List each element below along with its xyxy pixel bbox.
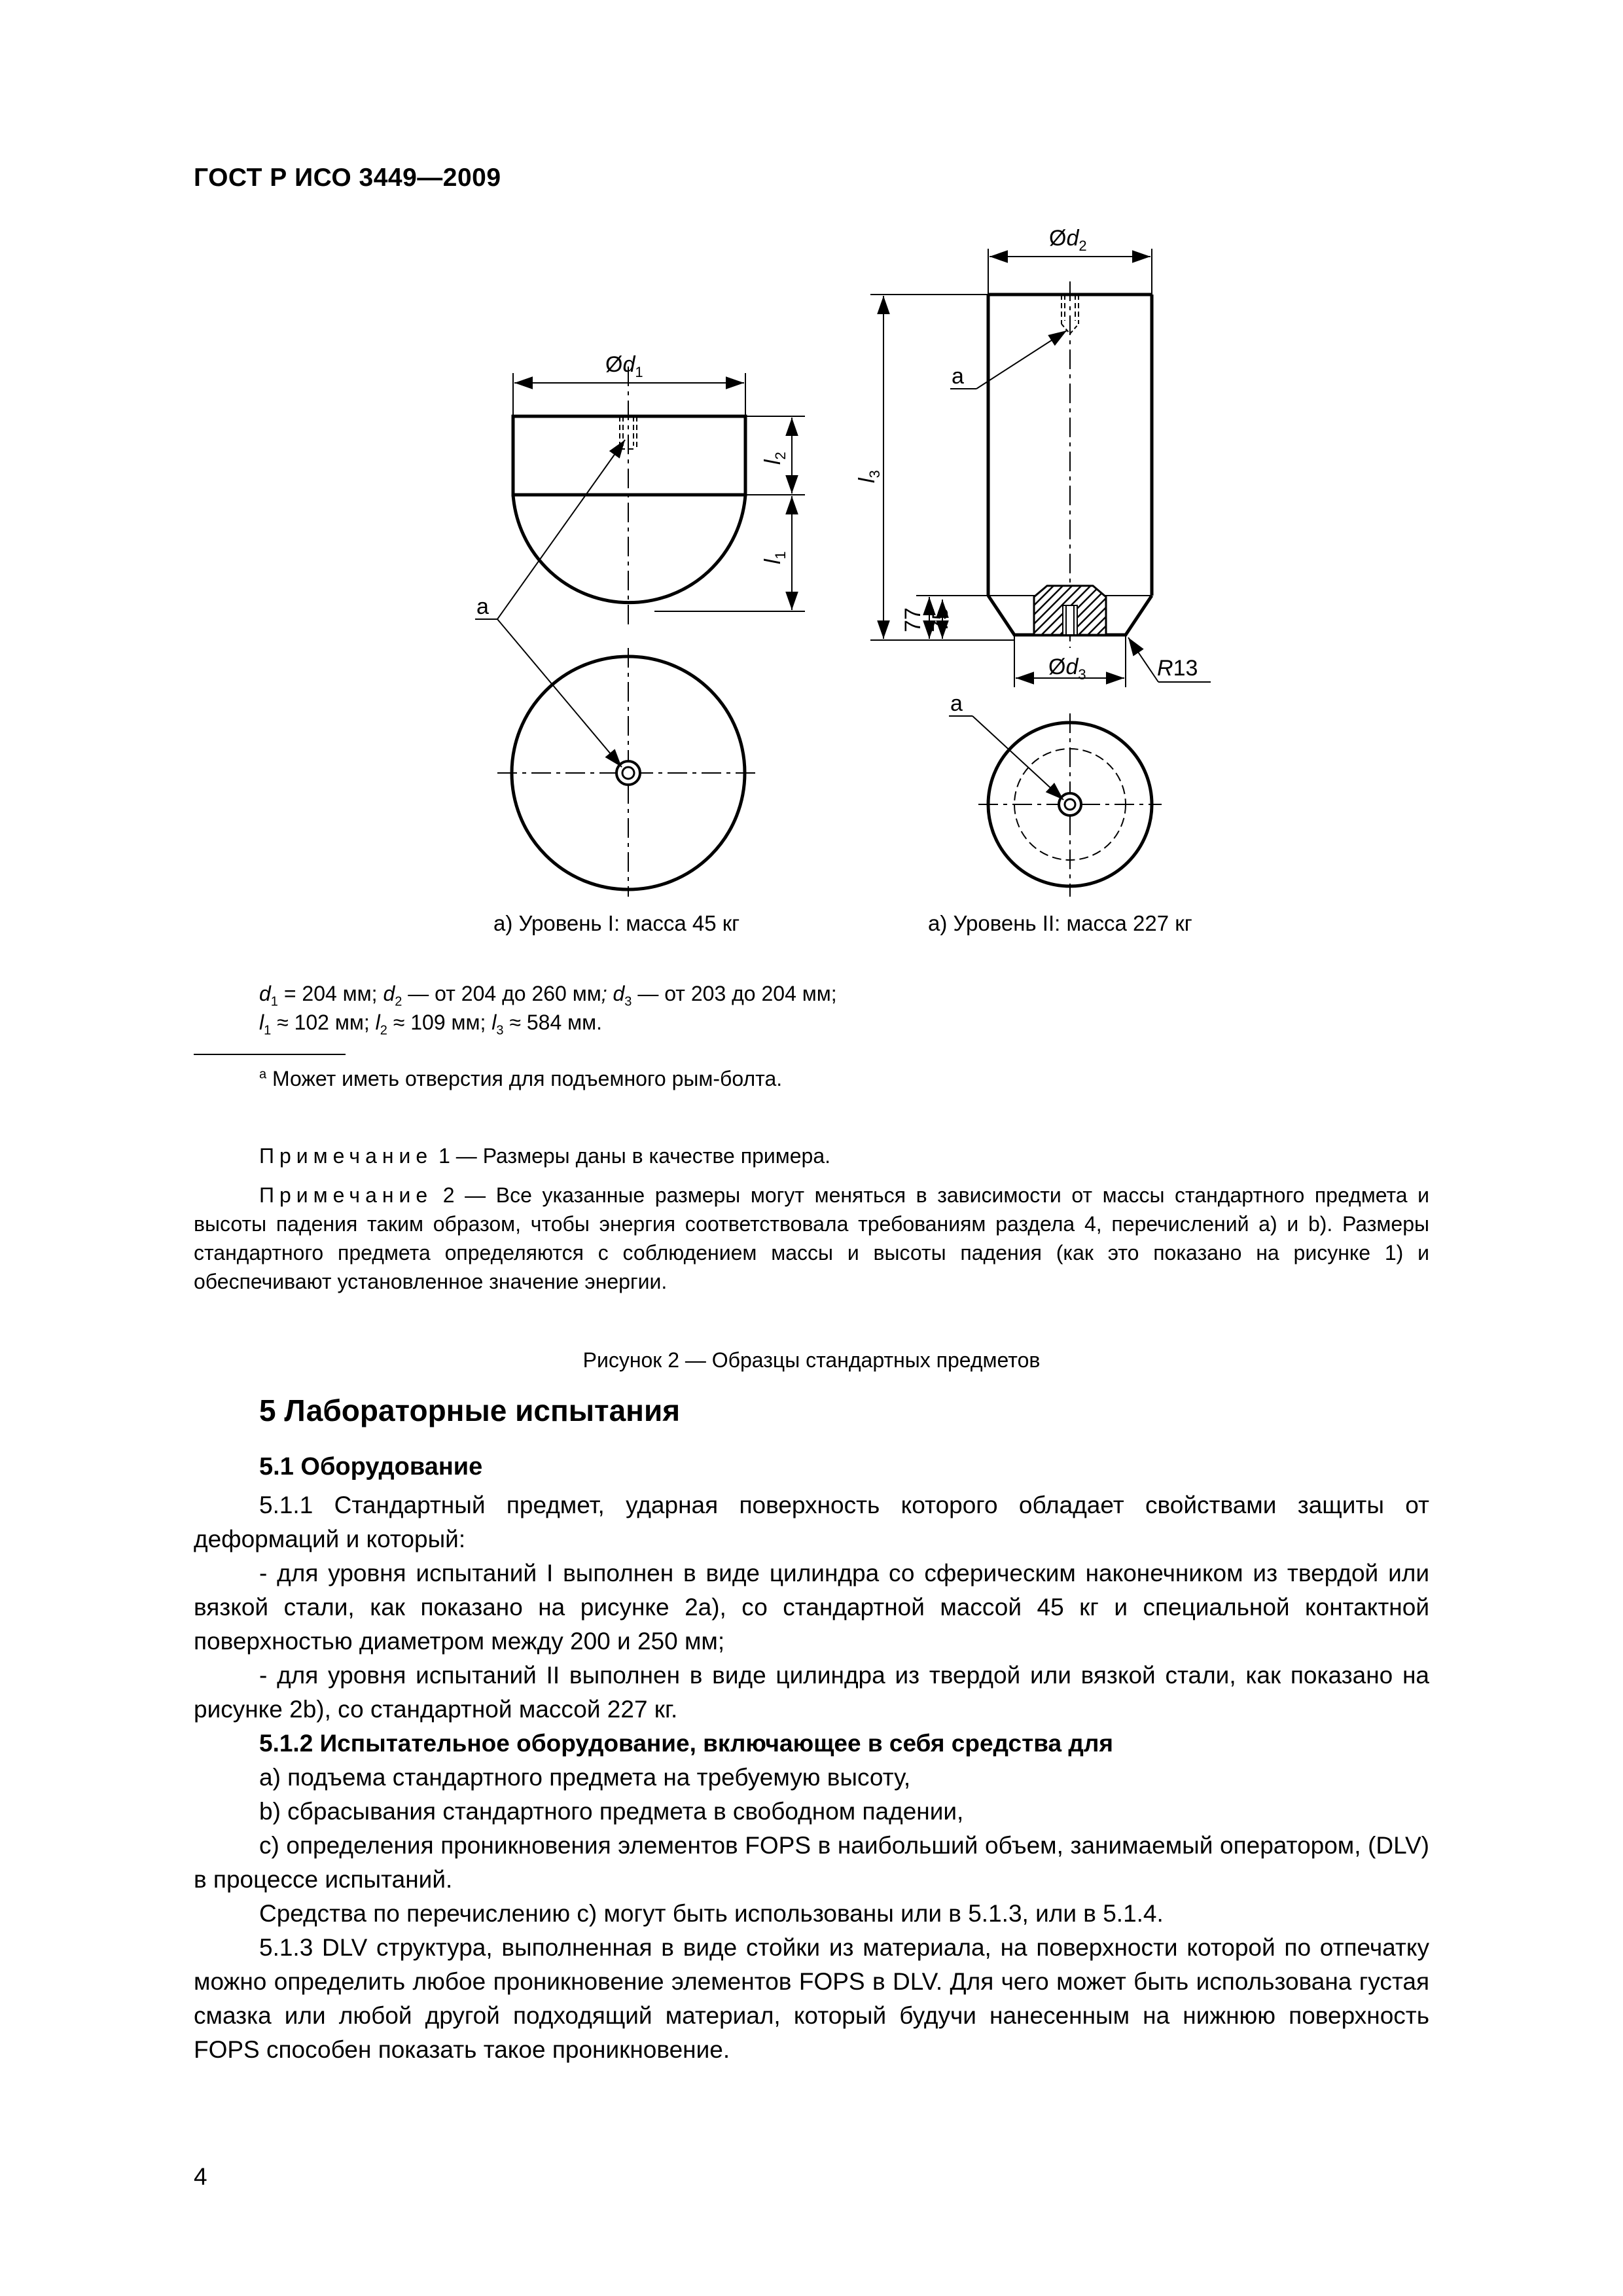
page-number: 4 [194, 2163, 207, 2190]
level-2-caption: а) Уровень II: масса 227 кг [928, 911, 1192, 935]
dimension-d3-label: $Ød_3$ [1048, 655, 1086, 683]
dimension-d2-label: $Ød_2$ [1049, 226, 1087, 254]
dimension-legend-line1: $d_1 = 204$ мм; $d_2$ — от 204 до 260 мм; $d_3$ — от 203 до 204 мм; [259, 982, 837, 1009]
dimension-75-label: 75 [928, 607, 953, 632]
paragraph-5-1-3: 5.1.3 DLV структура, выполненная в виде стойки из материала, на поверхности которой по отпечатку можно определить любое проникновение элементов FOPS в DLV. Для чего может быть использована густая смазка или любой другой подходящий материал, который будучи нанесенным на нижнюю поверхность FOPS способен показать такое проникновение. [194, 1934, 1429, 2063]
level-2-callout-a-bottom: a [950, 691, 963, 716]
figure-caption: Рисунок 2 — Образцы стандартных предметов [582, 1348, 1041, 1372]
section-body [194, 1488, 1429, 2067]
dimension-d1 [513, 373, 745, 416]
paragraph-level-2: - для уровня испытаний II выполнен в виде цилиндра из твердой или вязкой стали, как показано на рисунке 2b), со стандартной массой 227 кг. [194, 1662, 1429, 1723]
document-header: ГОСТ Р ИСО 3449—2009 [194, 164, 501, 192]
note-2-text: 2 — Все указанные размеры могут меняться в зависимости от массы стандартного предмета и высоты падения таким образом, чтобы энергия соответствовала требованиям раздела 4, перечислений а) и b). Размеры стандартного предмета определяются с соблюдением массы и высоты падения (как это показано на рисунке 1) и обеспечивают установленное значение энергии. [194, 1183, 1429, 1293]
note-1 [194, 1141, 1429, 1170]
level-1-object-side-view [513, 367, 745, 628]
note-1-label: Примечание [259, 1144, 433, 1168]
note-2-label: Примечание [259, 1183, 433, 1207]
dimension-d1-label: $Ød_1$ [605, 352, 643, 380]
dimension-l3 [870, 295, 1014, 640]
dimension-l3-label: $l_3$ [855, 470, 883, 483]
level-1-caption: а) Уровень I: масса 45 кг [493, 911, 740, 935]
dimension-l2-label: $l_2$ [760, 452, 789, 465]
level-1-callout-a: a [476, 594, 489, 619]
list-item-a: а) подъема стандартного предмета на требуемую высоту, [259, 1764, 911, 1791]
level-1-object-top-view [497, 648, 759, 897]
level-2-callout-a-top: a [952, 364, 964, 389]
dimension-legend-line2: $l_1 \approx 102$ мм; $l_2 \approx 109$ мм; $l_3 \approx 584$ мм. [259, 1011, 603, 1038]
dimension-l1-l2 [654, 416, 805, 611]
figure-2-drawing [0, 0, 1623, 956]
level-2-callout-leaders [949, 331, 1067, 800]
footnote: $^a$ Может иметь отверстия для подъемного рым-болта. [259, 1067, 783, 1090]
paragraph-level-1: - для уровня испытаний I выполнен в виде цилиндра со сферическим наконечником из твердой или вязкой стали, как показано на рисунке 2а), со стандартной массой 45 кг и специальной контактной поверхностью диаметром между 200 и 250 мм; [194, 1560, 1429, 1655]
paragraph-5-1-2: 5.1.2 Испытательное оборудование, включающее в себя средства для [259, 1730, 1113, 1757]
subsection-title: 5.1 Оборудование [259, 1453, 483, 1480]
paragraph-5-1-1: 5.1.1 Стандартный предмет, ударная поверхность которого обладает свойствами защиты от деформаций и который: [194, 1492, 1429, 1552]
dimension-l1-label: $l_1$ [760, 551, 789, 564]
footnote-rule [194, 1054, 346, 1055]
level-1-callout-leaders [475, 440, 625, 767]
list-item-c: с) определения проникновения элементов FOPS в наибольший объем, занимаемый оператором, (DLV) в процессе испытаний. [194, 1832, 1429, 1893]
level-2-object-top-view [978, 713, 1162, 897]
note-2 [194, 1181, 1429, 1296]
level-2-bottom-insert [1034, 586, 1106, 635]
note-1-text: 1 — Размеры даны в качестве примера. [433, 1144, 831, 1168]
dimension-77-label: 77 [901, 607, 925, 632]
paragraph-means: Средства по перечислению с) могут быть использованы или в 5.1.3, или в 5.1.4. [259, 1900, 1164, 1927]
dimension-r13-label: R13 [1157, 656, 1198, 681]
section-title: 5 Лабораторные испытания [259, 1393, 681, 1427]
list-item-b: b) сбрасывания стандартного предмета в свободном падении, [259, 1798, 964, 1825]
